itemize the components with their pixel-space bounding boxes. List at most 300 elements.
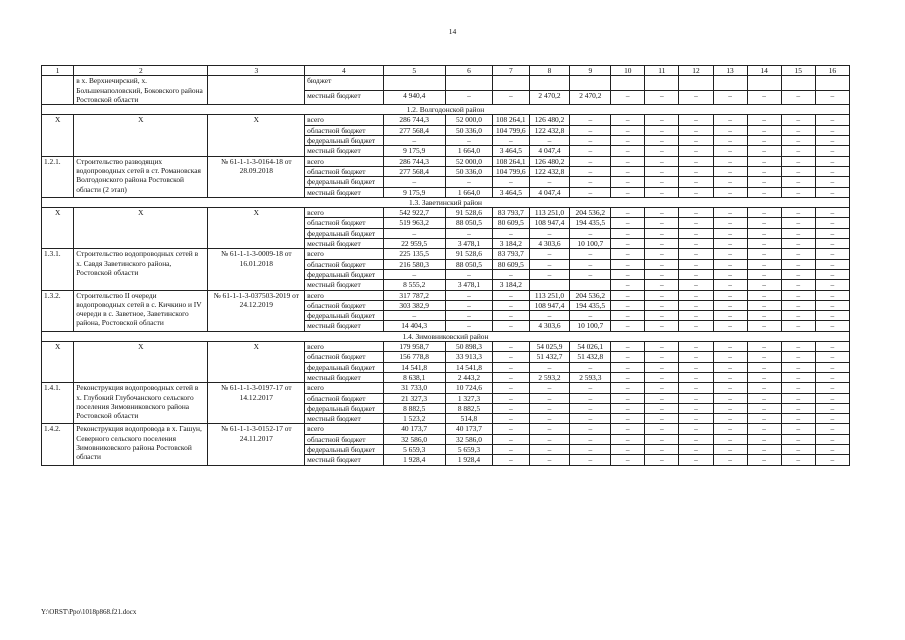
value-cell: 108 264,1 <box>493 156 530 166</box>
value-cell: – <box>747 321 781 331</box>
value-cell: – <box>781 342 815 352</box>
value-cell: – <box>611 125 645 135</box>
budget-label: всего <box>305 383 383 393</box>
section-title: 1.2. Волгодонской район <box>42 105 850 115</box>
value-cell: – <box>815 342 849 352</box>
value-cell: 122 432,8 <box>529 125 570 135</box>
summary-marker: X <box>208 208 305 249</box>
value-cell: – <box>493 136 530 146</box>
value-cell: – <box>611 300 645 310</box>
value-cell: – <box>611 393 645 403</box>
value-cell: – <box>713 290 747 300</box>
value-cell: 14 404,3 <box>383 321 445 331</box>
column-number: 5 <box>383 66 445 76</box>
value-cell: – <box>645 228 679 238</box>
value-cell: – <box>645 218 679 228</box>
value-cell <box>747 76 781 90</box>
value-cell: – <box>815 352 849 362</box>
empty-cell <box>208 76 305 105</box>
value-cell: – <box>611 424 645 434</box>
value-cell: – <box>445 311 492 321</box>
value-cell: – <box>645 280 679 290</box>
project-name: Реконструкция водопроводных сетей в х. Глубокий Глубочанского сельского поселения Зимовниковского района Ростовской области <box>74 383 208 424</box>
value-cell: – <box>713 146 747 156</box>
value-cell: – <box>679 228 713 238</box>
value-cell: – <box>747 362 781 372</box>
value-cell: – <box>815 269 849 279</box>
value-cell <box>383 76 445 90</box>
value-cell: – <box>611 383 645 393</box>
permit-number: № 61-1-1-3-0197-17 от 14.12.2017 <box>208 383 305 424</box>
value-cell: – <box>570 403 611 413</box>
value-cell: – <box>781 403 815 413</box>
value-cell: 225 135,5 <box>383 249 445 259</box>
value-cell: – <box>747 156 781 166</box>
value-cell: – <box>781 424 815 434</box>
value-cell: – <box>679 90 713 104</box>
value-cell: – <box>815 311 849 321</box>
value-cell: – <box>445 290 492 300</box>
empty-cell <box>42 76 74 105</box>
value-cell <box>781 76 815 90</box>
value-cell: – <box>611 403 645 413</box>
value-cell: 8 882,5 <box>383 403 445 413</box>
value-cell: – <box>781 300 815 310</box>
value-cell: – <box>645 146 679 156</box>
section-row <box>42 105 850 115</box>
value-cell: – <box>529 455 570 465</box>
summary-marker: X <box>74 342 208 383</box>
value-cell: 40 173,7 <box>383 424 445 434</box>
value-cell: – <box>645 403 679 413</box>
value-cell: 91 528,6 <box>445 208 492 218</box>
value-cell: – <box>611 156 645 166</box>
value-cell: 21 327,3 <box>383 393 445 403</box>
value-cell: – <box>781 444 815 454</box>
value-cell: – <box>611 434 645 444</box>
value-cell: – <box>570 146 611 156</box>
value-cell: – <box>815 455 849 465</box>
value-cell: – <box>747 280 781 290</box>
value-cell: – <box>713 125 747 135</box>
value-cell: – <box>713 342 747 352</box>
value-cell: – <box>747 383 781 393</box>
value-cell: 3 464,5 <box>493 187 530 197</box>
column-number: 16 <box>815 66 849 76</box>
value-cell: – <box>815 125 849 135</box>
value-cell: – <box>815 208 849 218</box>
value-cell: 1 928,4 <box>383 455 445 465</box>
value-cell: 80 609,5 <box>493 218 530 228</box>
column-number: 11 <box>645 66 679 76</box>
value-cell: 2 470,2 <box>529 90 570 104</box>
value-cell: – <box>645 208 679 218</box>
value-cell: – <box>645 383 679 393</box>
value-cell: – <box>679 156 713 166</box>
value-cell: – <box>679 372 713 382</box>
value-cell: 204 536,2 <box>570 290 611 300</box>
value-cell: – <box>611 166 645 176</box>
value-cell: – <box>713 311 747 321</box>
value-cell: 108 264,1 <box>493 115 530 125</box>
value-cell: 5 659,3 <box>445 444 492 454</box>
value-cell: – <box>445 136 492 146</box>
column-number: 8 <box>529 66 570 76</box>
value-cell: – <box>781 414 815 424</box>
value-cell: 50 336,0 <box>445 125 492 135</box>
value-cell: – <box>493 342 530 352</box>
value-cell: – <box>679 136 713 146</box>
project-name: Строительство разводящих водопроводных сетей в ст. Романовская Волгодонского района Ростовской области (2 этап) <box>74 156 208 197</box>
value-cell: – <box>713 90 747 104</box>
column-number: 6 <box>445 66 492 76</box>
value-cell: – <box>529 403 570 413</box>
value-cell: – <box>815 383 849 393</box>
value-cell: – <box>493 228 530 238</box>
value-cell: – <box>713 136 747 146</box>
value-cell: 4 303,6 <box>529 239 570 249</box>
permit-number: № 61-1-1-3-037503-2019 от 24.12.2019 <box>208 290 305 331</box>
value-cell: – <box>645 90 679 104</box>
value-cell: – <box>781 455 815 465</box>
value-cell: 3 478,1 <box>445 280 492 290</box>
value-cell: – <box>445 269 492 279</box>
value-cell: – <box>529 393 570 403</box>
value-cell: – <box>570 434 611 444</box>
value-cell: – <box>679 187 713 197</box>
value-cell: – <box>747 342 781 352</box>
permit-number: № 61-1-1-3-0164-18 от 28.09.2018 <box>208 156 305 197</box>
budget-label: федеральный бюджет <box>305 403 383 413</box>
project-name: Реконструкция водопровода в х. Гашун, Северного сельского поселения Зимовниковского района Ростовской области <box>74 424 208 465</box>
table-row <box>42 290 850 300</box>
value-cell: – <box>679 455 713 465</box>
column-number: 3 <box>208 66 305 76</box>
value-cell: – <box>570 383 611 393</box>
value-cell: – <box>713 166 747 176</box>
value-cell: 108 947,4 <box>529 300 570 310</box>
table-row <box>42 342 850 352</box>
value-cell: – <box>611 228 645 238</box>
column-number: 2 <box>74 66 208 76</box>
project-number: 1.3.1. <box>42 249 74 290</box>
value-cell: – <box>679 125 713 135</box>
summary-marker: X <box>74 208 208 249</box>
value-cell: – <box>781 280 815 290</box>
budget-label: местный бюджет <box>305 280 383 290</box>
value-cell: – <box>445 177 492 187</box>
value-cell: – <box>747 444 781 454</box>
project-name: Строительство II очереди водопроводных сетей в с. Кичкино и IV очереди в с. Заветное, Заветинского района, Ростовской области <box>74 290 208 331</box>
value-cell: – <box>493 269 530 279</box>
value-cell: – <box>645 239 679 249</box>
value-cell: 40 173,7 <box>445 424 492 434</box>
value-cell: 519 963,2 <box>383 218 445 228</box>
value-cell: – <box>570 177 611 187</box>
value-cell: – <box>611 136 645 146</box>
value-cell: 83 793,7 <box>493 208 530 218</box>
value-cell: – <box>679 444 713 454</box>
value-cell: – <box>781 166 815 176</box>
budget-label: федеральный бюджет <box>305 269 383 279</box>
value-cell: – <box>611 259 645 269</box>
column-number: 13 <box>713 66 747 76</box>
value-cell: 514,8 <box>445 414 492 424</box>
value-cell: – <box>747 208 781 218</box>
value-cell: 4 047,4 <box>529 146 570 156</box>
value-cell: 286 744,3 <box>383 115 445 125</box>
value-cell: – <box>529 434 570 444</box>
value-cell: – <box>747 311 781 321</box>
value-cell: – <box>645 136 679 146</box>
value-cell: – <box>815 414 849 424</box>
section-title: 1.4. Зимовниковский район <box>42 331 850 341</box>
value-cell: – <box>781 90 815 104</box>
value-cell: 8 882,5 <box>445 403 492 413</box>
budget-label: федеральный бюджет <box>305 362 383 372</box>
value-cell: – <box>645 187 679 197</box>
value-cell: 1 664,0 <box>445 187 492 197</box>
value-cell: – <box>747 269 781 279</box>
value-cell: – <box>747 177 781 187</box>
budget-label: бюджет <box>305 76 383 90</box>
value-cell: – <box>679 424 713 434</box>
value-cell: 113 251,0 <box>529 208 570 218</box>
value-cell: – <box>611 239 645 249</box>
value-cell: – <box>713 372 747 382</box>
budget-label: местный бюджет <box>305 321 383 331</box>
value-cell: – <box>781 239 815 249</box>
budget-label: областной бюджет <box>305 434 383 444</box>
value-cell: – <box>679 280 713 290</box>
value-cell: – <box>713 259 747 269</box>
value-cell: – <box>747 228 781 238</box>
value-cell: – <box>713 269 747 279</box>
value-cell: 32 586,0 <box>383 434 445 444</box>
budget-label: местный бюджет <box>305 90 383 104</box>
value-cell: – <box>611 311 645 321</box>
project-number: 1.4.1. <box>42 383 74 424</box>
value-cell: – <box>529 362 570 372</box>
value-cell: – <box>815 444 849 454</box>
value-cell: – <box>570 166 611 176</box>
value-cell: – <box>747 455 781 465</box>
value-cell: – <box>781 393 815 403</box>
value-cell: – <box>611 352 645 362</box>
value-cell: 9 175,9 <box>383 146 445 156</box>
budget-label: областной бюджет <box>305 259 383 269</box>
value-cell: – <box>570 249 611 259</box>
value-cell: – <box>815 115 849 125</box>
value-cell: 286 744,3 <box>383 156 445 166</box>
budget-label: областной бюджет <box>305 300 383 310</box>
value-cell: 14 541,8 <box>383 362 445 372</box>
value-cell: – <box>781 290 815 300</box>
value-cell: – <box>713 414 747 424</box>
value-cell: – <box>611 187 645 197</box>
value-cell: – <box>570 125 611 135</box>
value-cell: 5 659,3 <box>383 444 445 454</box>
value-cell: – <box>815 424 849 434</box>
value-cell <box>529 280 570 290</box>
value-cell: – <box>781 259 815 269</box>
budget-label: федеральный бюджет <box>305 311 383 321</box>
value-cell: – <box>747 290 781 300</box>
value-cell: – <box>679 321 713 331</box>
value-cell: – <box>570 362 611 372</box>
table-row <box>42 76 850 90</box>
file-path: Y:\ORST\Ppo\1018p868.f21.docx <box>41 608 137 616</box>
value-cell: – <box>713 239 747 249</box>
value-cell: 54 025,9 <box>529 342 570 352</box>
budget-label: местный бюджет <box>305 372 383 382</box>
value-cell: – <box>713 300 747 310</box>
permit-number: № 61-1-1-3-0152-17 от 24.11.2017 <box>208 424 305 465</box>
value-cell: – <box>383 136 445 146</box>
value-cell: – <box>815 434 849 444</box>
value-cell: – <box>493 300 530 310</box>
value-cell: – <box>645 444 679 454</box>
value-cell: – <box>611 455 645 465</box>
value-cell: – <box>645 393 679 403</box>
value-cell: – <box>679 259 713 269</box>
value-cell: – <box>570 136 611 146</box>
value-cell: – <box>713 228 747 238</box>
value-cell: – <box>645 259 679 269</box>
table-row <box>42 424 850 434</box>
value-cell: – <box>713 115 747 125</box>
value-cell: – <box>645 269 679 279</box>
value-cell: 2 470,2 <box>570 90 611 104</box>
value-cell: 126 480,2 <box>529 156 570 166</box>
value-cell: – <box>815 90 849 104</box>
budget-label: всего <box>305 156 383 166</box>
value-cell: 33 913,3 <box>445 352 492 362</box>
budget-label: местный бюджет <box>305 239 383 249</box>
value-cell: – <box>781 372 815 382</box>
value-cell: – <box>713 208 747 218</box>
value-cell: – <box>529 136 570 146</box>
value-cell: 194 435,5 <box>570 218 611 228</box>
value-cell: – <box>747 125 781 135</box>
value-cell: – <box>570 259 611 269</box>
value-cell: 10 724,6 <box>445 383 492 393</box>
value-cell: 216 580,3 <box>383 259 445 269</box>
value-cell: – <box>645 372 679 382</box>
table-row <box>42 115 850 125</box>
value-cell: – <box>713 156 747 166</box>
value-cell: – <box>713 249 747 259</box>
value-cell: 50 336,0 <box>445 166 492 176</box>
column-number: 15 <box>781 66 815 76</box>
value-cell: – <box>645 352 679 362</box>
value-cell: – <box>679 300 713 310</box>
value-cell: 91 528,6 <box>445 249 492 259</box>
value-cell: – <box>611 362 645 372</box>
value-cell: – <box>713 218 747 228</box>
value-cell: – <box>815 362 849 372</box>
value-cell: – <box>713 352 747 362</box>
section-row <box>42 331 850 341</box>
value-cell: 1 523,2 <box>383 414 445 424</box>
section-row <box>42 197 850 207</box>
value-cell: 4 047,4 <box>529 187 570 197</box>
value-cell: – <box>645 156 679 166</box>
value-cell: – <box>747 218 781 228</box>
value-cell: – <box>611 269 645 279</box>
value-cell: 303 382,9 <box>383 300 445 310</box>
value-cell: – <box>570 311 611 321</box>
value-cell: – <box>611 321 645 331</box>
column-number: 7 <box>493 66 530 76</box>
value-cell: – <box>570 455 611 465</box>
value-cell: – <box>493 311 530 321</box>
value-cell: – <box>611 444 645 454</box>
value-cell: – <box>645 424 679 434</box>
value-cell: – <box>781 362 815 372</box>
value-cell: – <box>747 393 781 403</box>
value-cell: – <box>645 311 679 321</box>
value-cell: – <box>815 372 849 382</box>
value-cell: – <box>679 393 713 403</box>
value-cell: 31 733,0 <box>383 383 445 393</box>
value-cell: 8 555,2 <box>383 280 445 290</box>
value-cell: – <box>781 177 815 187</box>
value-cell: – <box>645 249 679 259</box>
column-number: 4 <box>305 66 383 76</box>
value-cell: 22 959,5 <box>383 239 445 249</box>
value-cell: – <box>383 311 445 321</box>
value-cell: – <box>781 125 815 135</box>
value-cell: – <box>815 259 849 269</box>
value-cell: – <box>713 393 747 403</box>
value-cell: – <box>529 269 570 279</box>
value-cell: – <box>611 146 645 156</box>
value-cell: 83 793,7 <box>493 249 530 259</box>
budget-label: областной бюджет <box>305 352 383 362</box>
value-cell: – <box>611 372 645 382</box>
value-cell: 10 100,7 <box>570 239 611 249</box>
budget-label: всего <box>305 115 383 125</box>
value-cell: – <box>679 208 713 218</box>
value-cell: – <box>493 177 530 187</box>
value-cell: 9 175,9 <box>383 187 445 197</box>
value-cell: – <box>713 187 747 197</box>
value-cell: 14 541,8 <box>445 362 492 372</box>
value-cell: – <box>815 146 849 156</box>
value-cell: 1 664,0 <box>445 146 492 156</box>
summary-marker: X <box>42 208 74 249</box>
value-cell: – <box>781 136 815 146</box>
budget-label: федеральный бюджет <box>305 228 383 238</box>
value-cell: 113 251,0 <box>529 290 570 300</box>
value-cell: – <box>529 228 570 238</box>
value-cell: – <box>611 342 645 352</box>
value-cell: 52 000,0 <box>445 156 492 166</box>
value-cell: – <box>645 300 679 310</box>
value-cell <box>679 76 713 90</box>
value-cell: – <box>493 424 530 434</box>
value-cell: – <box>445 90 492 104</box>
value-cell: 277 568,4 <box>383 166 445 176</box>
section-title: 1.3. Заветинский район <box>42 197 850 207</box>
budget-label: областной бюджет <box>305 218 383 228</box>
budget-label: федеральный бюджет <box>305 136 383 146</box>
value-cell: – <box>679 383 713 393</box>
value-cell: – <box>611 218 645 228</box>
value-cell: – <box>493 352 530 362</box>
value-cell: – <box>570 414 611 424</box>
